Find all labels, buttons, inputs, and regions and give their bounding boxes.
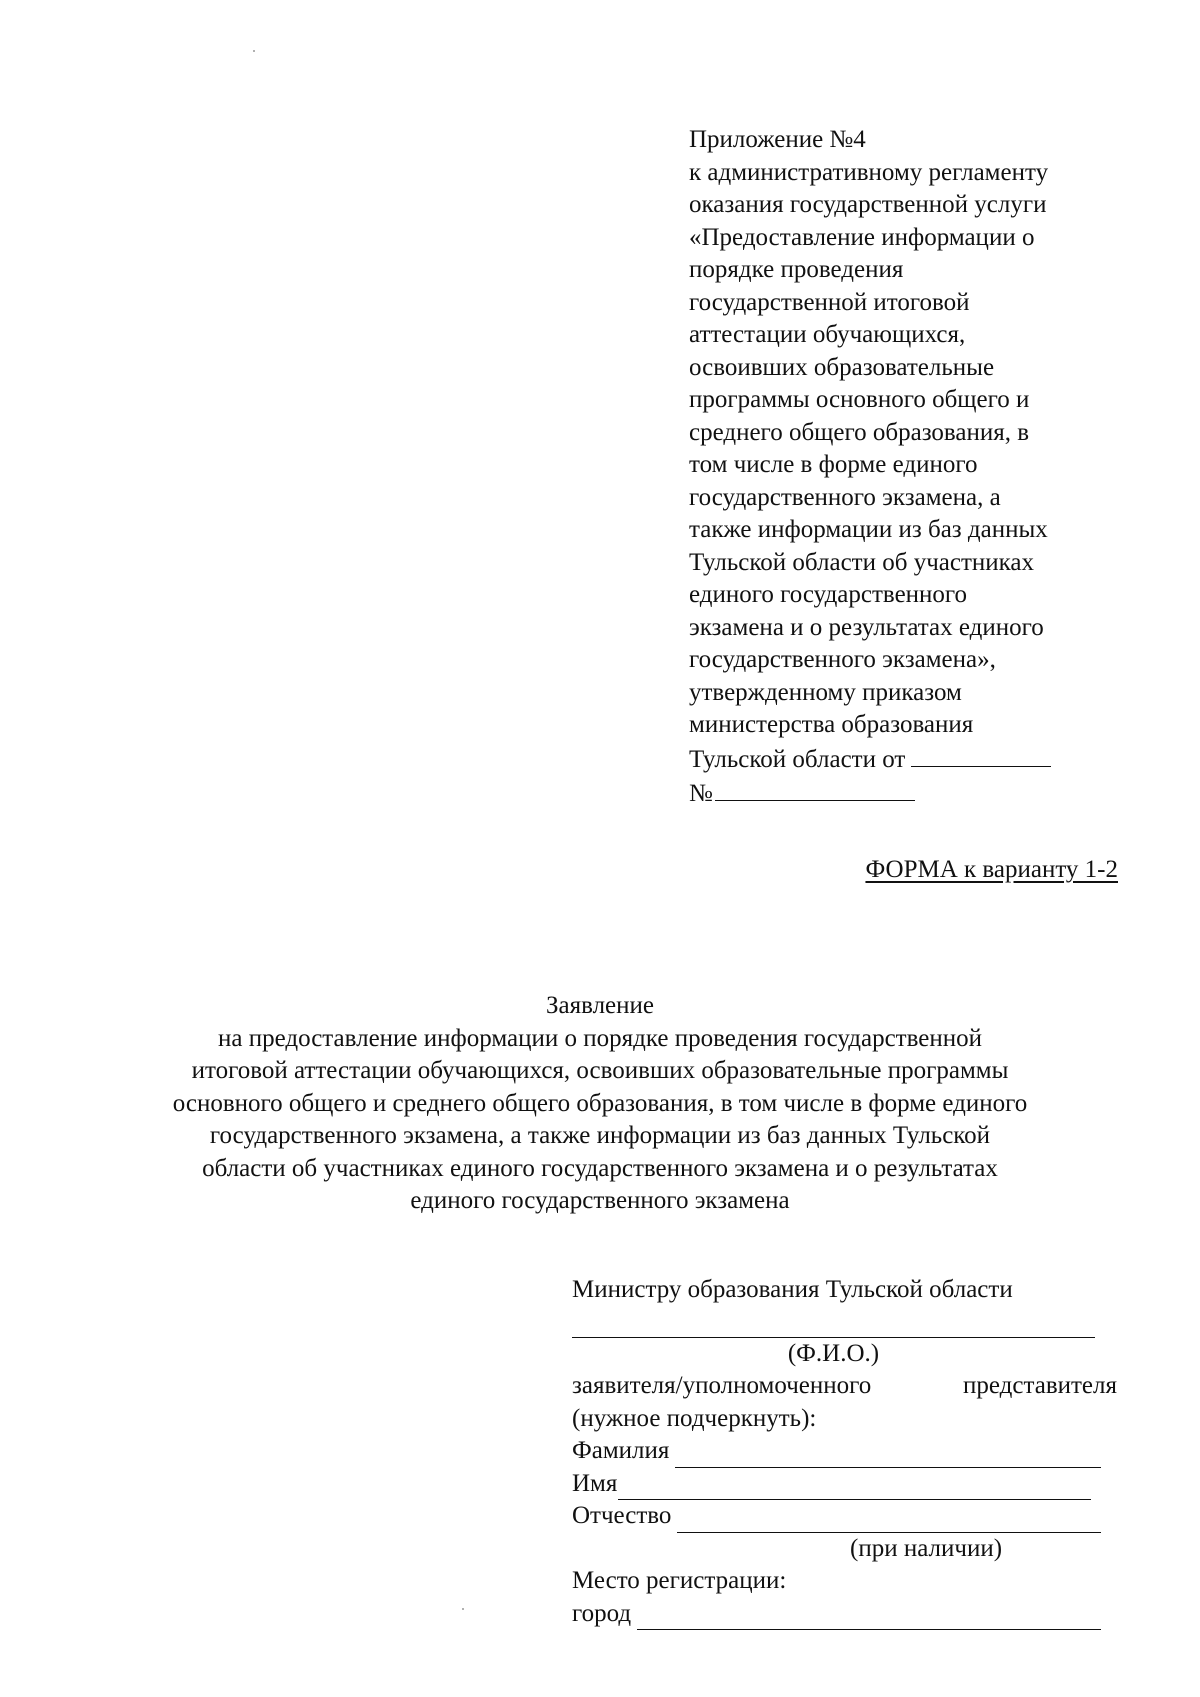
appendix-date-line — [689, 742, 1129, 777]
order-number-blank[interactable] — [715, 776, 915, 801]
patronymic-row — [572, 1500, 1101, 1533]
addressee-to: Министру образования Тульской области — [572, 1276, 1013, 1303]
appendix-line: Тульской области об участниках — [689, 548, 1035, 576]
name-row — [572, 1468, 1091, 1501]
city-field[interactable] — [637, 1607, 1101, 1630]
fio-caption: (Ф.И.О.) — [787, 1339, 880, 1367]
surname-label: Фамилия — [572, 1437, 670, 1464]
appendix-line: также информации из баз данных — [689, 516, 1048, 543]
statement-line: государственного экзамена, а также информации из баз данных Тульской — [209, 1122, 991, 1149]
appendix-line: оказания государственной услуги — [689, 191, 1047, 218]
addressee-block — [572, 1274, 1117, 1630]
representative-role-word: представителя — [963, 1372, 1117, 1399]
underline-note: (нужное подчеркнуть): — [572, 1404, 817, 1432]
appendix-number-line — [689, 776, 1129, 811]
form-variant-label: ФОРМА к варианту 1-2 — [865, 856, 1118, 883]
city-label: город — [572, 1599, 632, 1627]
statement-line: итоговой аттестации обучающихся, освоивших образовательные программы — [191, 1057, 1009, 1084]
fio-blank[interactable] — [572, 1307, 1095, 1338]
applicant-role-word: заявителя/уполномоченного — [572, 1372, 872, 1399]
name-label: Имя — [572, 1469, 618, 1497]
city-row — [572, 1598, 1101, 1631]
if-any-note: (при наличии) — [850, 1534, 1003, 1562]
appendix-line: «Предоставление информации о — [689, 223, 1035, 251]
appendix-line: министерства образования — [689, 711, 974, 738]
patronymic-label: Отчество — [572, 1502, 672, 1529]
appendix-line: аттестации обучающихся, — [689, 321, 966, 348]
name-field[interactable] — [618, 1477, 1091, 1500]
surname-field[interactable] — [675, 1445, 1101, 1468]
surname-row — [572, 1435, 1101, 1468]
appendix-number-label: № — [689, 780, 713, 807]
registration-label: Место регистрации: — [572, 1567, 787, 1594]
appendix-line: государственного экзамена», — [689, 646, 996, 673]
statement-line: единого государственного экзамена — [410, 1187, 790, 1214]
appendix-line: освоивших образовательные — [689, 353, 995, 381]
appendix-line: государственной итоговой — [689, 288, 970, 316]
appendix-line: Приложение №4 — [689, 126, 866, 153]
statement-line: на предоставление информации о порядке проведения государственной — [217, 1024, 982, 1052]
appendix-line: государственного экзамена, а — [689, 483, 1001, 511]
appendix-line: экзамена и о результатах единого — [689, 613, 1044, 641]
scan-speck — [462, 1608, 464, 1610]
statement-line: области об участниках единого государственного экзамена и о результатах — [202, 1154, 998, 1182]
appendix-line: порядке проведения — [689, 256, 904, 283]
order-date-blank[interactable] — [911, 742, 1051, 767]
statement-line: основного общего и среднего общего образования, в том числе в форме единого — [172, 1089, 1028, 1117]
appendix-line: среднего общего образования, в — [689, 418, 1030, 446]
appendix-line: к административному регламенту — [689, 158, 1049, 186]
appendix-line: программы основного общего и — [689, 386, 1030, 413]
statement-block — [100, 990, 1100, 1218]
scan-speck — [253, 50, 255, 52]
appendix-date-label: Тульской области от — [689, 745, 906, 773]
appendix-header — [689, 124, 1129, 811]
appendix-line: утвержденному приказом — [689, 678, 962, 706]
applicant-role-line — [572, 1370, 1117, 1403]
patronymic-field[interactable] — [677, 1510, 1101, 1533]
statement-title: Заявление — [545, 992, 655, 1019]
appendix-line: единого государственного — [689, 581, 968, 608]
appendix-line: том числе в форме единого — [689, 451, 978, 478]
